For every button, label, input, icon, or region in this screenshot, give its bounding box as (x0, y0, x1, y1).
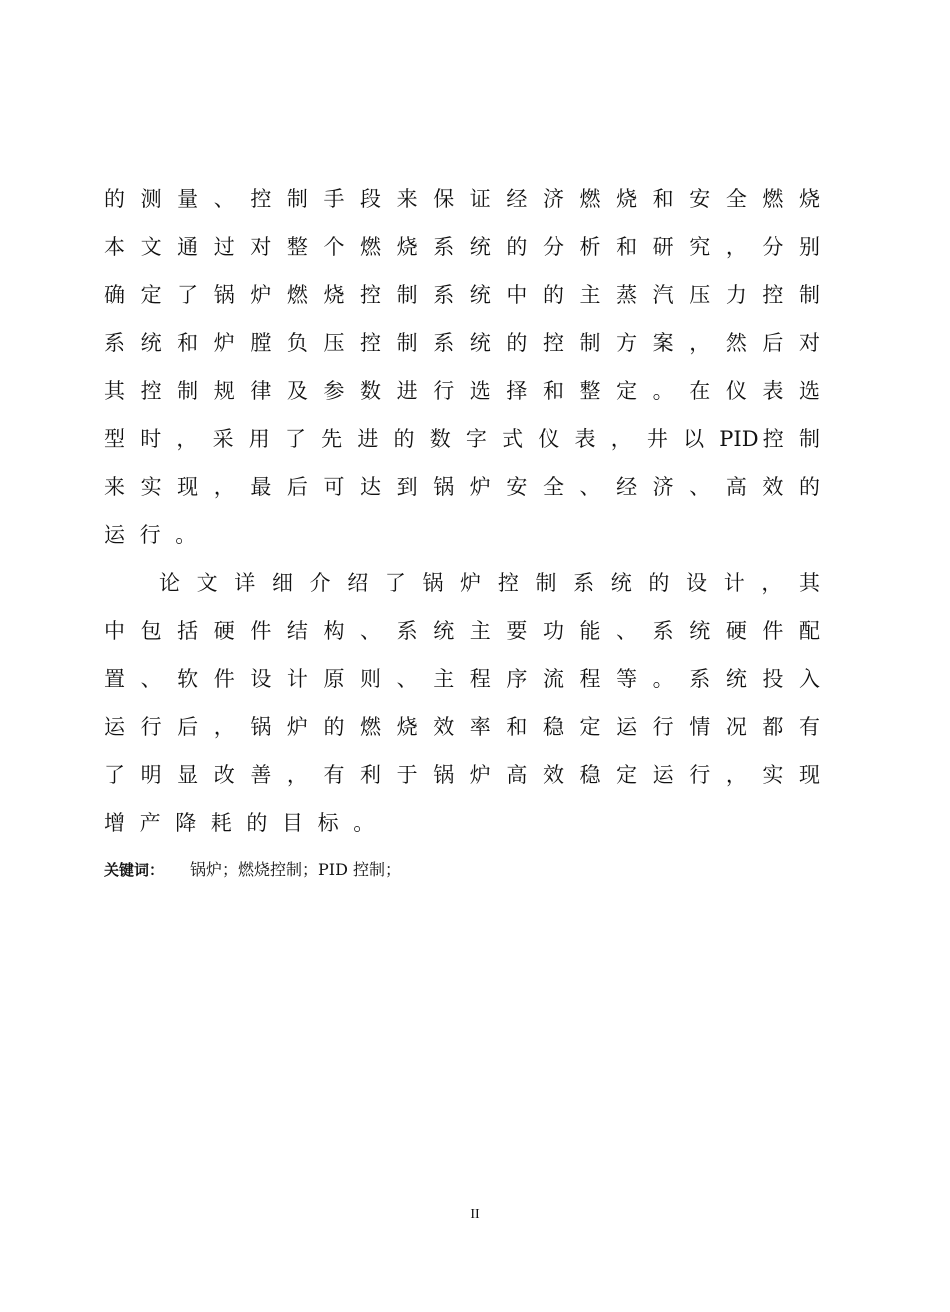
text-line: 中 包 括 硬 件 结 构 、 系 统 主 要 功 能 、 系 统 硬 件 配 (104, 619, 820, 643)
text-line: 的 测 量 、 控 制 手 段 来 保 证 经 济 燃 烧 和 安 全 燃 烧 (104, 187, 820, 211)
text-line: 论 文 详 细 介 绍 了 锅 炉 控 制 系 统 的 设 计 ， 其 (159, 571, 820, 595)
text-line: 系 统 和 炉 膛 负 压 控 制 系 统 的 控 制 方 案 ， 然 后 对 (104, 331, 820, 355)
text-line: 了 明 显 改 善 ， 有 利 于 锅 炉 高 效 稳 定 运 行 ， 实 现 (104, 763, 820, 787)
text-line: 置 、 软 件 设 计 原 则 、 主 程 序 流 程 等 。 系 统 投 入 (104, 667, 820, 691)
text-line: 增产降耗的目标。 (104, 811, 389, 835)
keywords-value: 锅炉；燃烧控制；PID 控制； (190, 860, 402, 879)
text-line: 本 文 通 过 对 整 个 燃 烧 系 统 的 分 析 和 研 究 ， 分 别 (104, 235, 820, 259)
text-line: 其 控 制 规 律 及 参 数 进 行 选 择 和 整 定 。 在 仪 表 选 (104, 379, 820, 403)
keywords-label: 关键词： (104, 861, 165, 879)
page-number: II (470, 1207, 480, 1222)
keywords (104, 858, 401, 882)
abstract-body (104, 175, 820, 847)
text-line: 确 定 了 锅 炉 燃 烧 控 制 系 统 中 的 主 蒸 汽 压 力 控 制 (104, 283, 820, 307)
text-line: 运行。 (104, 523, 211, 547)
text-line: 型 时 ， 采 用 了 先 进 的 数 字 式 仪 表 ， 井 以 PID控 制 (104, 427, 820, 451)
text-line: 运 行 后 ， 锅 炉 的 燃 烧 效 率 和 稳 定 运 行 情 况 都 有 (104, 715, 820, 739)
text-line: 来 实 现 ， 最 后 可 达 到 锅 炉 安 全 、 经 济 、 高 效 的 (104, 475, 820, 499)
